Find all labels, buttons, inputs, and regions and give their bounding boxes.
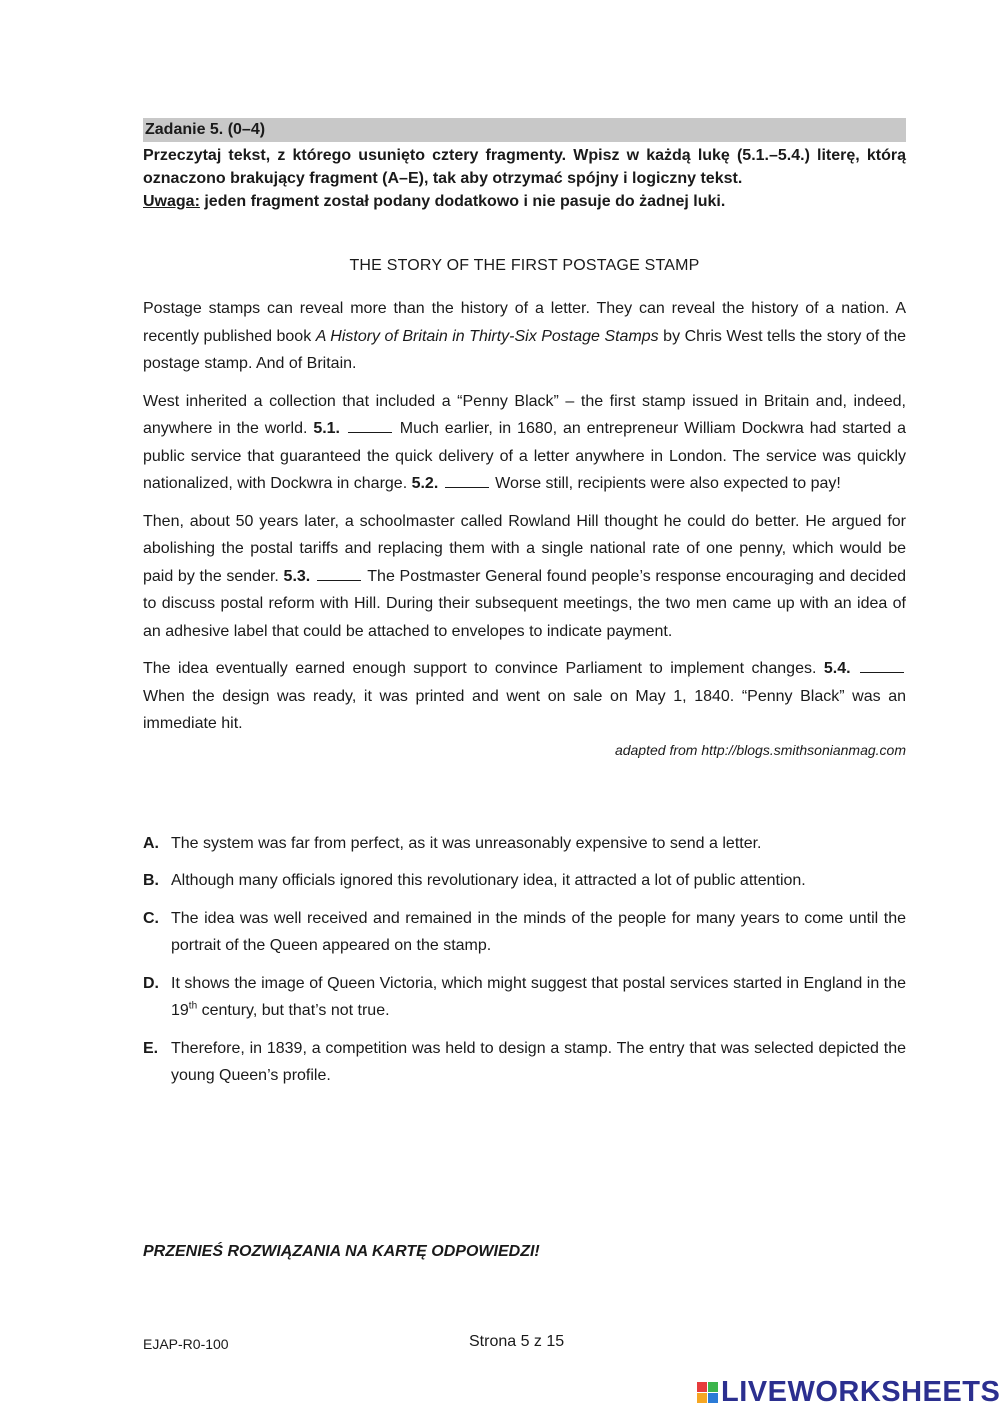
p2-text-c: Worse still, recipients were also expected to pay! xyxy=(490,475,841,492)
footer-page-number: Strona 5 z 15 xyxy=(469,1333,565,1350)
task-instruction: Przeczytaj tekst, z którego usunięto cztery fragmenty. Wpisz w każdą lukę (5.1.–5.4.) literę, którą oznaczono brakujący fragment (A–E), tak aby otrzymać spójny i logiczny tekst. xyxy=(143,147,906,187)
liveworksheets-icon xyxy=(697,1382,718,1403)
option-letter: D. xyxy=(143,974,159,992)
option-e xyxy=(143,1035,906,1090)
task-note xyxy=(143,190,906,213)
logo-square-orange xyxy=(697,1393,707,1403)
source-citation: adapted from http://blogs.smithsonianmag.com xyxy=(614,741,906,758)
option-d-text-a: It shows the image of Queen Victoria, which might suggest that postal services started in England in the 19 xyxy=(171,974,906,1019)
book-title: A History of Britain in Thirty-Six Postage Stamps xyxy=(315,327,659,345)
option-text xyxy=(171,970,906,1025)
gap-blank-5-2[interactable] xyxy=(445,475,489,488)
option-a xyxy=(143,830,906,858)
option-text: The idea was well received and remained in the minds of the people for many years to come until the portrait of the Queen appeared on the stamp. xyxy=(171,909,906,954)
story-paragraph-4 xyxy=(143,655,906,738)
logo-square-green xyxy=(708,1382,718,1392)
option-d xyxy=(143,970,906,1025)
task-header: Zadanie 5. (0–4) xyxy=(143,118,906,142)
footer-code: EJAP-R0-100 xyxy=(143,1336,229,1352)
option-c xyxy=(143,905,906,960)
p1-text-b: by Chris West tells the story of the postage stamp. And of Britain. xyxy=(143,327,906,372)
p1-text-a: Postage stamps can reveal more than the history of a letter. They can reveal the history of a nation. A recently published book xyxy=(143,300,906,345)
options-list xyxy=(143,830,906,1090)
gap-label-5-4: 5.4. xyxy=(823,660,851,677)
logo-square-red xyxy=(697,1382,707,1392)
gap-blank-5-4[interactable] xyxy=(860,660,904,673)
option-letter: A. xyxy=(143,834,159,852)
option-text: Therefore, in 1839, a competition was held to design a stamp. The entry that was selected depicted the young Queen’s profile. xyxy=(171,1039,906,1084)
option-b xyxy=(143,867,906,895)
exam-page xyxy=(143,118,906,1100)
p2-text-a: West inherited a collection that included a “Penny Black” – the first stamp issued in Britain and, indeed, anywhere in the world. xyxy=(143,392,906,437)
p3-text-b: The Postmaster General found people’s response encouraging and decided to discuss postal reform with Hill. During their subsequent meetings, the two men came up with an idea of an adhesive label that could be attached to envelopes to indicate payment. xyxy=(143,567,907,640)
story-paragraph-1 xyxy=(143,295,906,378)
story-paragraph-3 xyxy=(143,508,906,646)
p4-text-b: When the design was ready, it was printed and went on sale on May 1, 1840. “Penny Black” was an immediate hit. xyxy=(143,687,906,732)
p4-text-a: The idea eventually earned enough support to convince Parliament to implement changes. xyxy=(143,660,824,677)
liveworksheets-logo[interactable] xyxy=(697,1376,1000,1409)
gap-label-5-2: 5.2. xyxy=(411,475,439,492)
logo-square-blue xyxy=(708,1393,718,1403)
p2-text-b: Much earlier, in 1680, an entrepreneur William Dockwra had started a public service that guaranteed the quick delivery of a letter anywhere in London. The service was quickly nationalized, with Dockwra in charge. xyxy=(143,420,906,492)
p3-text-a: Then, about 50 years later, a schoolmaster called Rowland Hill thought he could do better. He argued for abolishing the postal tariffs and replacing them with a single national rate of one penny, which would be paid by the sender. xyxy=(143,512,906,585)
option-letter: E. xyxy=(143,1039,159,1057)
gap-blank-5-1[interactable] xyxy=(348,420,392,433)
gap-blank-5-3[interactable] xyxy=(317,568,361,581)
note-label: Uwaga: xyxy=(143,193,200,210)
option-d-text-b: century, but that’s not true. xyxy=(197,1002,390,1019)
option-text: Although many officials ignored this revolutionary idea, it attracted a lot of public attention. xyxy=(171,872,806,889)
story-paragraph-2 xyxy=(143,388,906,498)
gap-label-5-1: 5.1. xyxy=(313,420,340,437)
gap-label-5-3: 5.3. xyxy=(283,567,311,585)
note-text: jeden fragment został podany dodatkowo i nie pasuje do żadnej luki. xyxy=(199,193,726,210)
option-text: The system was far from perfect, as it was unreasonably expensive to send a letter. xyxy=(171,834,762,852)
story-title: THE STORY OF THE FIRST POSTAGE STAMP xyxy=(349,257,700,274)
option-letter: B. xyxy=(143,872,159,889)
liveworksheets-text: LIVEWORKSHEETS xyxy=(721,1376,1000,1408)
superscript: th xyxy=(188,1000,198,1012)
transfer-note: PRZENIEŚ ROZWIĄZANIA NA KARTĘ ODPOWIEDZI! xyxy=(143,1243,540,1260)
option-letter: C. xyxy=(143,909,159,927)
